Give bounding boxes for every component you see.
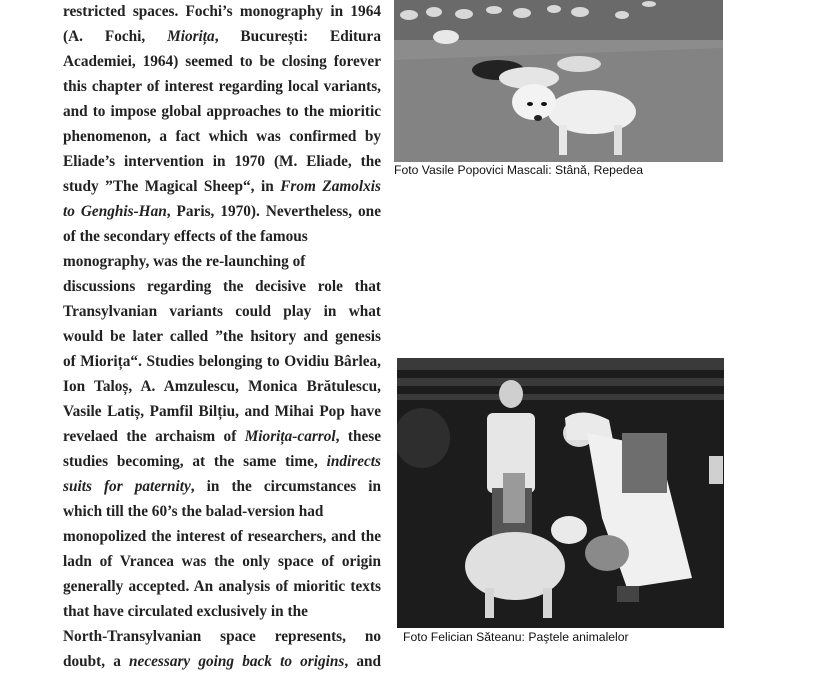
text-run: that have circulated exclusively in the — [63, 603, 308, 620]
italic-phrase: suits for paternity — [63, 478, 191, 495]
text-line — [63, 649, 381, 674]
text-run: of the secondary effects of the famous — [63, 228, 308, 245]
photo-caption-sheepdogs: Foto Vasile Popovici Mascali: Stână, Repedea — [394, 163, 644, 177]
text-run: Academiei, 1964) seemed to be closing forever — [63, 53, 381, 70]
text-line — [63, 0, 381, 24]
text-run: Eliade’s intervention in 1970 (M. Eliade, the — [63, 153, 381, 170]
text-run: North-Transylvanian space represents, no — [63, 628, 381, 645]
text-run: study ”The Magical Sheep“, in — [63, 178, 281, 195]
text-run: discussions regarding the decisive role that — [63, 278, 381, 295]
italic-phrase: Miorița — [167, 28, 215, 45]
text-line — [63, 449, 381, 474]
text-line — [63, 224, 381, 249]
text-run: Transylvanian variants could play in what — [63, 303, 381, 320]
text-run: ladn of Vrancea was the only space of origin — [63, 553, 381, 570]
text-run: , these — [335, 428, 381, 445]
text-line — [63, 524, 381, 549]
text-run: would be later called ”the hsitory and genesis — [63, 328, 381, 345]
article-text-column — [63, 0, 381, 674]
italic-phrase: indirects — [326, 453, 381, 470]
text-line — [63, 374, 381, 399]
text-line — [63, 299, 381, 324]
text-run: phenomenon, a fact which was confirmed by — [63, 128, 381, 145]
text-run: , and — [344, 653, 381, 670]
text-run: , Paris, 1970). Nevertheless, one — [166, 203, 381, 220]
text-run: revelaed the archaism of — [63, 428, 245, 445]
text-line — [63, 74, 381, 99]
text-line — [63, 474, 381, 499]
text-run: , in the circumstances in — [190, 478, 381, 495]
text-run: monography, was the re-launching of — [63, 253, 306, 270]
text-line — [63, 174, 381, 199]
text-run: Vasile Latiș, Pamfil Bilțiu, and Mihai Pop have — [63, 403, 381, 420]
text-line — [63, 549, 381, 574]
text-line — [63, 424, 381, 449]
text-line — [63, 324, 381, 349]
easter-animals-image — [397, 358, 724, 628]
text-line — [63, 49, 381, 74]
text-line — [63, 574, 381, 599]
text-line — [63, 624, 381, 649]
text-run: studies becoming, at the same time, — [63, 453, 327, 470]
text-line — [63, 24, 381, 49]
italic-phrase: necessary going back to origins — [129, 653, 345, 670]
text-line — [63, 249, 381, 274]
italic-phrase: to Genghis-Han — [63, 203, 167, 220]
text-line — [63, 124, 381, 149]
text-line — [63, 99, 381, 124]
text-run: this chapter of interest regarding local variants, — [63, 78, 381, 95]
text-run: monopolized the interest of researchers, and the — [63, 528, 381, 545]
text-run: Ion Taloș, A. Amzulescu, Monica Brătulescu, — [63, 378, 381, 395]
text-line — [63, 399, 381, 424]
italic-phrase: Miorița-carrol — [244, 428, 336, 445]
text-line — [63, 274, 381, 299]
photo-caption-easter-animals: Foto Felician Săteanu: Paştele animalelor — [403, 630, 629, 644]
text-run: (A. Fochi, — [63, 28, 168, 45]
text-line — [63, 199, 381, 224]
text-line — [63, 599, 381, 624]
text-run: , București: Editura — [214, 28, 381, 45]
text-line — [63, 149, 381, 174]
photo-easter-animals — [397, 358, 724, 628]
italic-phrase: From Zamolxis — [280, 178, 381, 195]
text-run: doubt, a — [63, 653, 130, 670]
text-run: of Miorița“. Studies belonging to Ovidiu Bârlea, — [63, 353, 381, 370]
text-run: which till the 60’s the balad-version had — [63, 503, 324, 520]
text-line — [63, 499, 381, 524]
text-run: and to impose global approaches to the mioritic — [63, 103, 381, 120]
photo-sheep-dogs — [394, 0, 723, 162]
text-run: restricted spaces. Fochi’s monography in 1964 — [63, 3, 381, 20]
sheepdogs-image — [394, 0, 723, 162]
text-run: generally accepted. An analysis of mioritic texts — [63, 578, 381, 595]
text-line — [63, 349, 381, 374]
